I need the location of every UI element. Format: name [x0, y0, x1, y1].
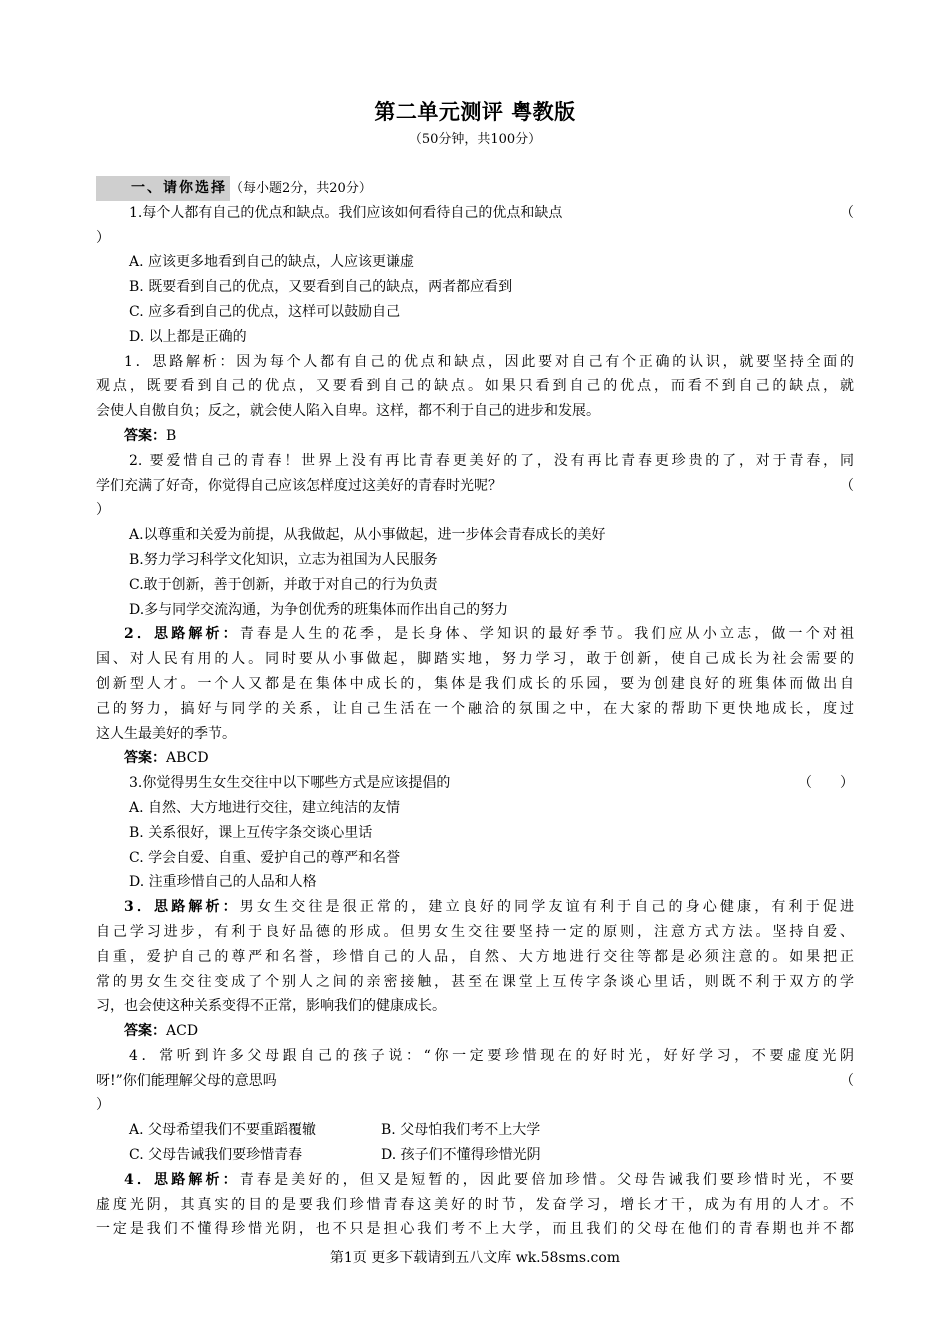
analysis-2-line: 己的努力，搞好与同学的关系，让自己生活在一个融洽的氛围之中，在大家的帮助下更快地成长，度过 [96, 700, 854, 717]
question-2-text: 学们充满了好奇，你觉得自己应该怎样度过这美好的青春时光呢？ [96, 477, 502, 494]
analysis-2-line: 创新型人才。一个人又都是在集体中成长的，集体是我们成长的乐园，要为创建良好的班集体而做出自 [96, 675, 854, 692]
section-note: （每小题2分，共20分） [230, 181, 372, 196]
option-1b: B. 既要看到自己的优点，又要看到自己的缺点，两者都应看到 [129, 279, 513, 296]
option-1d: D. 以上都是正确的 [129, 328, 247, 345]
question-4-stem [96, 1069, 854, 1094]
section-title: 一、请你选择 [96, 176, 230, 201]
answer-label: 答案： [124, 750, 166, 767]
answer-2 [96, 746, 854, 771]
option-3b: B. 关系很好，课上互传字条交谈心里话 [129, 824, 373, 841]
options-row [96, 1143, 854, 1168]
answer-paren-open: （ [840, 1072, 854, 1089]
question-2-stem [96, 474, 854, 499]
analysis-label: 3．思路解析： [124, 899, 240, 916]
option-4c: C. 父母告诫我们要珍惜青春 [129, 1147, 303, 1164]
answer-paren-close: ） [96, 229, 110, 246]
option-3c: C. 学会自爱、自重、爱护自己的尊严和名誉 [129, 849, 401, 866]
document-body [96, 176, 854, 1242]
option-1c: C. 应多看到自己的优点，这样可以鼓励自己 [129, 303, 401, 320]
question-4-stem: 4．常听到许多父母跟自己的孩子说：“你一定要珍惜现在的好时光，好好学习，不要虚度光阴 [129, 1047, 854, 1064]
question-2-stem: 2. 要爱惜自己的青春！世界上没有再比青春更美好的了，没有再比青春更珍贵的了，对于青春，同 [129, 452, 854, 469]
analysis-text: 男女生交往是很正常的，建立良好的同学友谊有利于自己的身心健康，有利于促进 [239, 899, 855, 916]
option-2d: D.多与同学交流沟通，为争创优秀的班集体而作出自己的努力 [129, 601, 509, 618]
answer-1 [96, 424, 854, 449]
answer-value: ACD [166, 1023, 199, 1040]
question-1-text: 1.每个人都有自己的优点和缺点。我们应该如何看待自己的优点和缺点 [129, 204, 563, 221]
option-2c: C.敢于创新，善于创新，并敢于对自己的行为负责 [129, 576, 438, 593]
answer-value: ABCD [166, 750, 209, 767]
analysis-4-line: 一定是我们不懂得珍惜光阴，也不只是担心我们考不上大学，而且我们的父母在他们的青春期也并不都 [96, 1221, 854, 1238]
question-1-stem [96, 201, 854, 226]
analysis-3-line [96, 895, 854, 920]
option-4d: D. 孩子们不懂得珍惜光阴 [381, 1147, 541, 1164]
analysis-2-line: 这人生最美好的季节。 [96, 725, 236, 742]
analysis-3-line: 习，也会使这种关系变得不正常，影响我们的健康成长。 [96, 998, 446, 1015]
option-3a: A. 自然、大方地进行交往，建立纯洁的友情 [129, 799, 401, 816]
analysis-3-line: 自己学习进步，有利于良好品德的形成。但男女生交往要坚持一定的原则，注意方式方法。坚持自爱、 [96, 923, 854, 940]
answer-3 [96, 1019, 854, 1044]
answer-paren-open: （ [840, 204, 854, 221]
answer-paren-close: ） [96, 1097, 110, 1114]
analysis-1-line: 1．思路解析：因为每个人都有自己的优点和缺点，因此要对自己有个正确的认识，就要坚持全面的 [124, 353, 854, 370]
option-1a: A. 应该更多地看到自己的缺点，人应该更谦虚 [129, 254, 415, 271]
option-2a: A.以尊重和关爱为前提，从我做起，从小事做起，进一步体会青春成长的美好 [129, 527, 606, 544]
option-2b: B.努力学习科学文化知识，立志为祖国为人民服务 [129, 551, 438, 568]
question-4-text: 呀!”你们能理解父母的意思吗 [96, 1072, 277, 1089]
page-subtitle: （50分钟，共100分） [408, 132, 542, 147]
answer-label: 答案： [124, 427, 166, 444]
analysis-4-line [96, 1168, 854, 1193]
question-3-stem [96, 771, 854, 796]
analysis-3-line: 常的男女生交往变成了个别人之间的亲密接触，甚至在课堂上互传字条谈心里话，则既不利于双方的学 [96, 973, 854, 990]
options-row [96, 1118, 854, 1143]
answer-value: B [166, 427, 177, 444]
page-title: 第二单元测评 粤教版 [374, 100, 576, 124]
answer-paren-close: ） [96, 502, 110, 519]
analysis-2-line [96, 622, 854, 647]
answer-paren-open: （ [840, 477, 854, 494]
question-3-text: 3.你觉得男生女生交往中以下哪些方式是应该提倡的 [129, 775, 451, 792]
analysis-text: 青春是美好的，但又是短暂的，因此要倍加珍惜。父母告诫我们要珍惜时光，不要 [239, 1171, 855, 1188]
page-footer: 第1页 更多下载请到五八文库 wk.58sms.com [329, 1250, 621, 1266]
section-heading [96, 176, 854, 201]
analysis-text: 青春是人生的花季，是长身体、学知识的最好季节。我们应从小立志，做一个对祖 [239, 626, 855, 643]
option-4a: A. 父母希望我们不要重蹈覆辙 [129, 1122, 317, 1139]
analysis-1-line: 会使人自傲自负；反之，就会使人陷入自卑。这样，都不利于自己的进步和发展。 [96, 403, 600, 420]
analysis-3-line: 自重，爱护自己的尊严和名誉，珍惜自己的人品，自然、大方地进行交往等都是必须注意的。如果把正 [96, 948, 854, 965]
analysis-4-line: 虚度光阴，其真实的目的是要我们珍惜青春这美好的时节，发奋学习，增长才干，成为有用的人才。不 [96, 1196, 854, 1213]
option-3d: D. 注重珍惜自己的人品和人格 [129, 874, 317, 891]
analysis-1-line: 观点，既要看到自己的优点，又要看到自己的缺点。如果只看到自己的优点，而看不到自己的缺点，就 [96, 378, 854, 395]
answer-paren: （ ） [798, 775, 854, 792]
answer-label: 答案： [124, 1023, 166, 1040]
analysis-2-line: 国、对人民有用的人。同时要从小事做起，脚踏实地，努力学习，敢于创新，使自己成长为社会需要的 [96, 651, 854, 668]
analysis-label: 2．思路解析： [124, 626, 240, 643]
analysis-label: 4．思路解析： [124, 1171, 240, 1188]
option-4b: B. 父母怕我们考不上大学 [381, 1122, 541, 1139]
